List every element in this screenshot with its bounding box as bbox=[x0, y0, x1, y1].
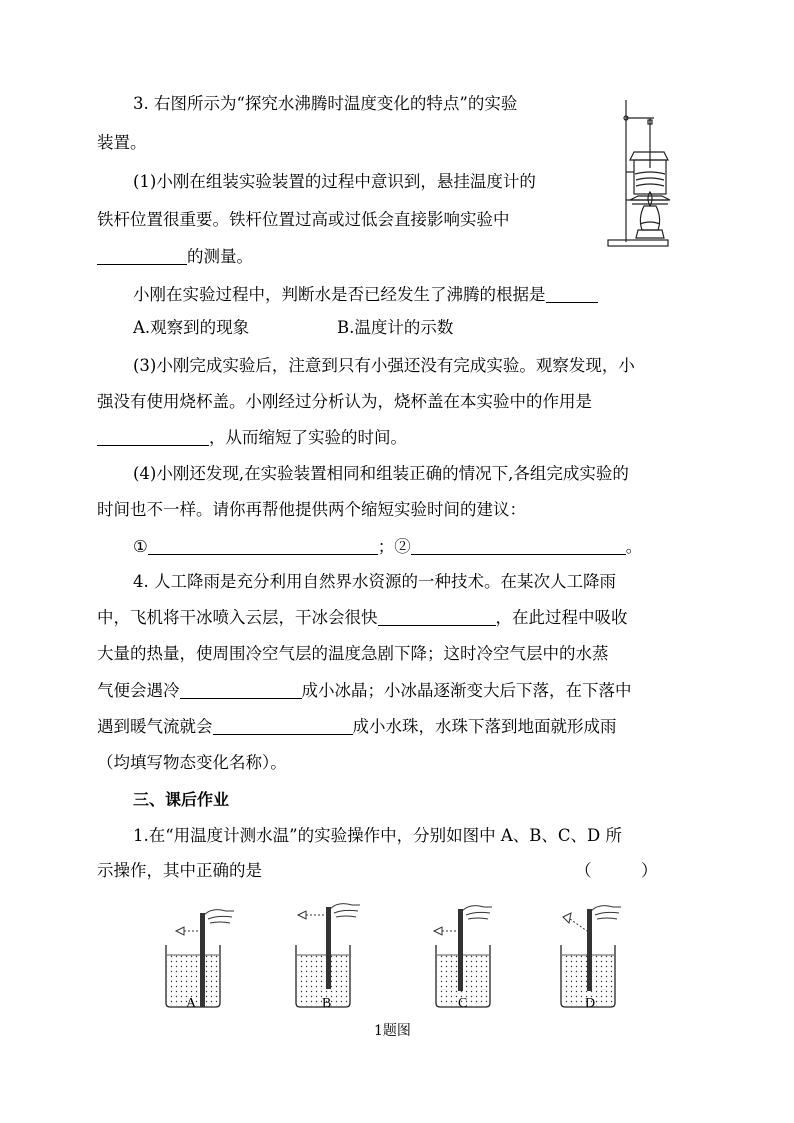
answer-blank[interactable] bbox=[97, 427, 209, 446]
q3-p3-line3: ，从而缩短了实验的时间。 bbox=[97, 426, 407, 450]
answer-blank[interactable] bbox=[546, 284, 598, 303]
boiling-apparatus-figure bbox=[604, 96, 676, 250]
thermometer-beaker-figures bbox=[160, 895, 640, 1015]
answer-blank[interactable] bbox=[213, 716, 353, 735]
figure-label-d: D bbox=[585, 996, 596, 1011]
q3-p1-line3: 的测量。 bbox=[97, 245, 253, 269]
answer-blank[interactable] bbox=[378, 607, 496, 626]
figure-b bbox=[296, 904, 360, 1007]
figure-label-c: C bbox=[458, 996, 468, 1011]
q3-option-a: A.观察到的现象 bbox=[133, 318, 250, 337]
figure-d bbox=[561, 906, 621, 1007]
figure-caption: 1题图 bbox=[374, 1023, 411, 1039]
q3-p1-line2: 铁杆位置很重要。铁杆位置过高或过低会直接影响实验中 bbox=[97, 210, 510, 229]
figure-a bbox=[166, 910, 234, 1007]
q3-p3-line2: 强没有使用烧杯盖。小刚经过分析认为，烧杯盖在本实验中的作用是 bbox=[97, 392, 592, 411]
figure-c bbox=[434, 906, 492, 1007]
answer-blank[interactable] bbox=[180, 680, 302, 699]
q4-line1: 4. 人工降雨是充分利用自然界水资源的一种技术。在某次人工降雨 bbox=[133, 572, 616, 591]
hw1-line2: 示操作，其中正确的是 bbox=[97, 861, 262, 880]
answer-blank[interactable] bbox=[97, 246, 187, 265]
figure-label-b: B bbox=[322, 996, 332, 1011]
q3-p2: 小刚在实验过程中，判断水是否已经发生了沸腾的根据是 bbox=[133, 283, 598, 307]
q3-p1-line1: (1)小刚在组装实验装置的过程中意识到，悬挂温度计的 bbox=[133, 172, 536, 191]
q3-intro-line2: 装置。 bbox=[97, 133, 147, 152]
q3-p4-line2: 时间也不一样。请你再帮他提供两个缩短实验时间的建议： bbox=[97, 500, 526, 519]
answer-parentheses[interactable]: （ ） bbox=[575, 861, 658, 880]
figure-label-a: A bbox=[186, 996, 197, 1011]
q3-intro-line1: 3. 右图所示为“探究水沸腾时温度变化的特点”的实验 bbox=[133, 94, 518, 113]
q4-line6: （均填写物态变化名称）。 bbox=[97, 753, 287, 772]
q3-p4-line1: (4)小刚还发现,在实验装置相同和组装正确的情况下,各组完成实验的 bbox=[133, 464, 629, 483]
q3-suggestions: ① ；② 。 bbox=[133, 537, 643, 556]
q3-option-b: B.温度计的示数 bbox=[337, 318, 454, 337]
answer-blank[interactable] bbox=[411, 536, 626, 555]
section-title: 三、课后作业 bbox=[133, 790, 230, 809]
q4-line5: 遇到暖气流就会 成小水珠，水珠下落到地面就形成雨 bbox=[97, 717, 617, 736]
q4-line2: 中，飞机将干冰喷入云层，干冰会很快 ，在此过程中吸收 bbox=[97, 608, 628, 627]
answer-blank[interactable] bbox=[148, 536, 378, 555]
q4-line4: 气便会遇冷 成小冰晶；小冰晶逐渐变大后下落，在下落中 bbox=[97, 681, 632, 700]
hw1-line1: 1.在“用温度计测水温”的实验操作中，分别如图中 A、B、C、D 所 bbox=[133, 826, 622, 845]
q3-p3-line1: (3)小刚完成实验后，注意到只有小强还没有完成实验。观察发现，小 bbox=[133, 356, 635, 375]
q4-line3: 大量的热量，使周围冷空气层的温度急剧下降；这时冷空气层中的水蒸 bbox=[97, 644, 609, 663]
